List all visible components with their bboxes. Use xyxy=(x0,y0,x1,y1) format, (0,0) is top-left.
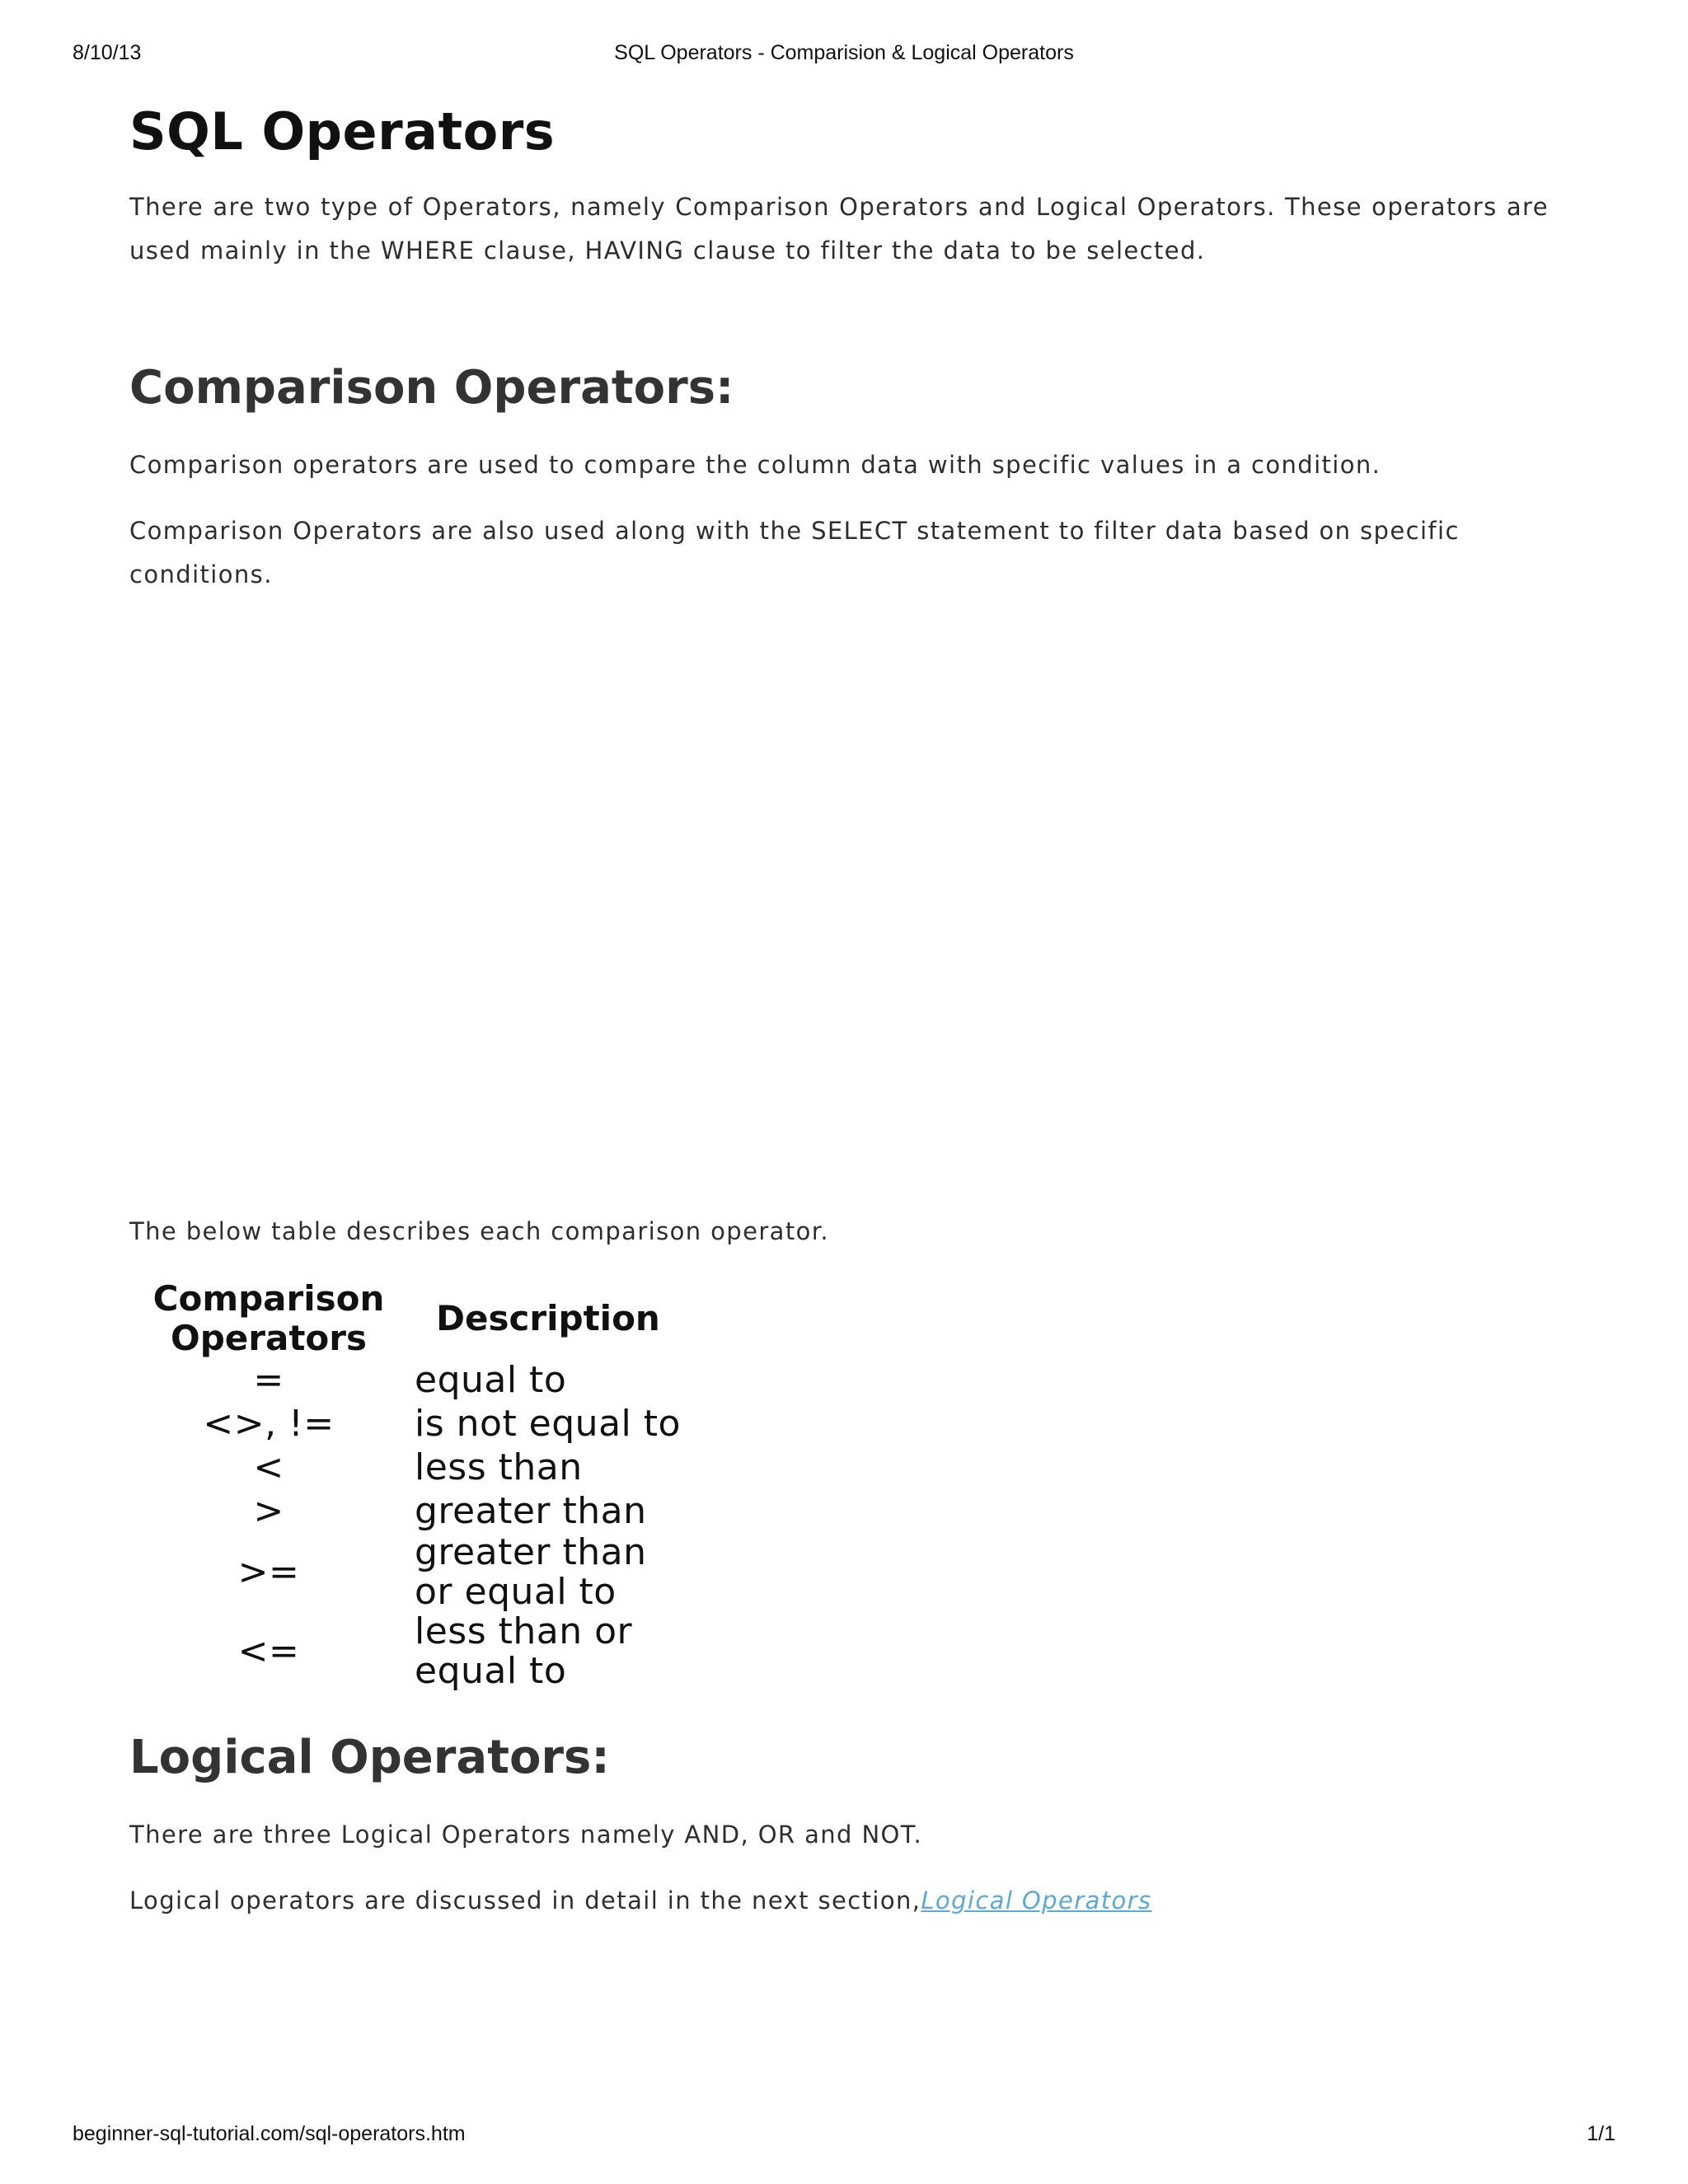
description-cell: less than or equal to xyxy=(415,1610,633,1692)
logical-paragraph-1: There are three Logical Operators namely AND, OR and NOT. xyxy=(129,1821,923,1849)
intro-paragraph: There are two type of Operators, namely Comparison Operators and Logical Operators. These operators are used mainly in the WHERE clause, HAVING clause to filter the data to be selected. xyxy=(129,193,1549,265)
table-row xyxy=(139,1446,698,1489)
page-title: SQL Operators xyxy=(129,101,556,162)
operator-cell: >= xyxy=(237,1551,300,1593)
print-header xyxy=(73,41,1615,74)
page-number: 1/1 xyxy=(1587,2122,1615,2145)
table-row xyxy=(139,1533,698,1612)
operator-cell: <>, != xyxy=(203,1402,335,1445)
logical-paragraph-2-text: Logical operators are discussed in detail in the next section, xyxy=(129,1886,921,1915)
description-cell: greater than or equal to xyxy=(415,1531,647,1613)
table-row xyxy=(139,1489,698,1533)
comparison-heading: Comparison Operators: xyxy=(129,361,734,415)
table-row xyxy=(139,1612,698,1691)
table-header-row xyxy=(139,1279,698,1358)
print-date: 8/10/13 xyxy=(73,41,142,64)
comparison-operators-table xyxy=(139,1279,698,1691)
table-row xyxy=(139,1358,698,1402)
comparison-paragraph-1: Comparison operators are used to compare the column data with specific values in a condition. xyxy=(129,451,1381,479)
print-url: beginner-sql-tutorial.com/sql-operators.htm xyxy=(73,2122,466,2145)
comparison-paragraph-2: Comparison Operators are also used along with the SELECT statement to filter data based on specific conditions. xyxy=(129,517,1460,588)
column-header-description: Description xyxy=(436,1298,660,1338)
column-header-operators: Comparison Operators xyxy=(152,1278,385,1358)
description-cell: equal to xyxy=(415,1358,567,1401)
operator-cell: <= xyxy=(237,1630,300,1672)
description-cell: less than xyxy=(415,1446,583,1488)
logical-operators-link[interactable]: Logical Operators xyxy=(921,1886,1152,1915)
logical-heading: Logical Operators: xyxy=(129,1731,610,1784)
table-row xyxy=(139,1402,698,1446)
table-intro: The below table describes each comparison operator. xyxy=(129,1217,830,1245)
operator-cell: < xyxy=(253,1446,284,1488)
description-cell: greater than xyxy=(415,1489,647,1532)
print-footer xyxy=(73,2122,1615,2155)
print-document-title: SQL Operators - Comparision & Logical Operators xyxy=(614,41,1074,64)
operator-cell: = xyxy=(253,1358,284,1401)
logical-paragraph-2 xyxy=(129,1879,1151,1923)
description-cell: is not equal to xyxy=(415,1402,681,1445)
operator-cell: > xyxy=(253,1489,284,1532)
